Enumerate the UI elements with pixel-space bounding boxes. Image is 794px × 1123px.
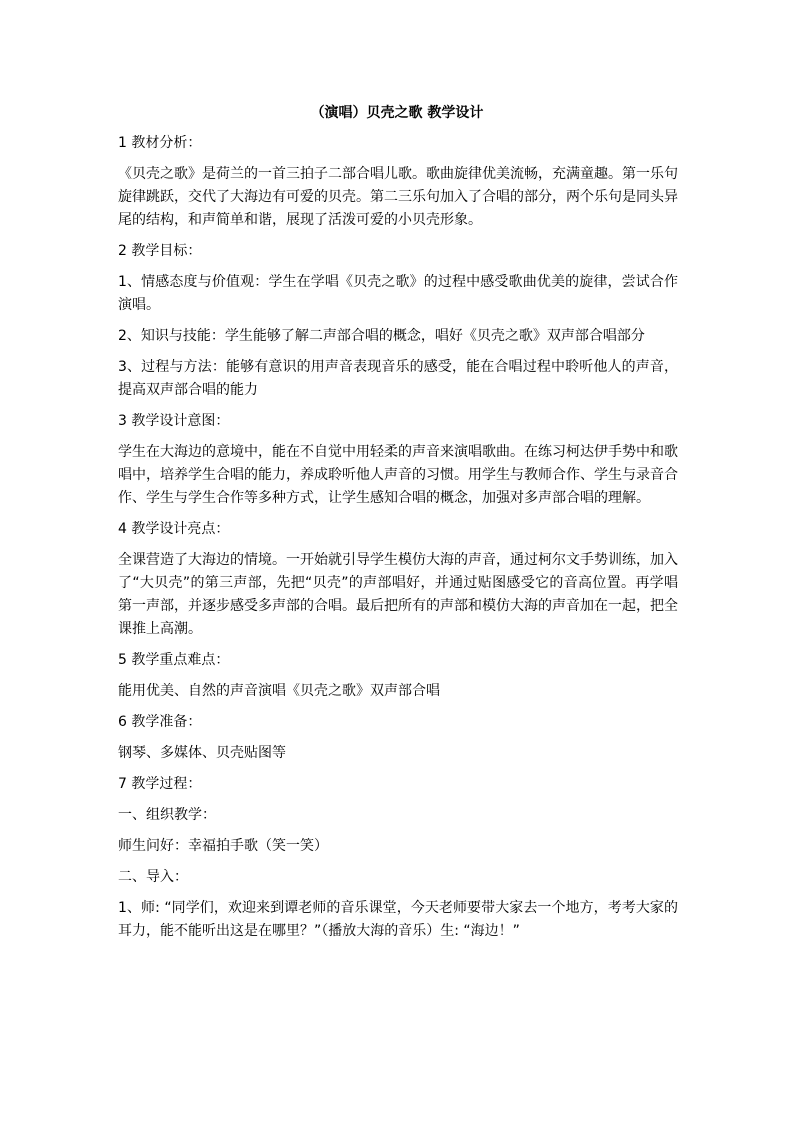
- paragraph-goal-process: 3、过程与方法：能够有意识的用声音表现音乐的感受，能在合唱过程中聆听他人的声音，提高双声部合唱的能力: [118, 359, 678, 398]
- paragraph-key-difficulties: 能用优美、自然的声音演唱《贝壳之歌》双声部合唱: [118, 683, 440, 699]
- paragraph-design-highlights: 全课营造了大海边的情境。一开始就引导学生模仿大海的声音，通过柯尔文手势训练，加入了“大贝壳”的第三声部，先把“贝壳”的声部唱好，并通过贴图感受它的音高位置。再学唱第一声部，并逐步感受多声部的合唱。最后把所有的声部和模仿大海的声音加在一起，把全课推上高潮。: [118, 552, 678, 637]
- paragraph-greeting: 师生问好：幸福拍手歌（笑一笑）: [118, 838, 328, 854]
- section-heading-preparation: 6 教学准备：: [118, 714, 202, 730]
- paragraph-preparation: 钢琴、多媒体、贝壳贴图等: [118, 745, 286, 761]
- paragraph-material-analysis: 《贝壳之歌》是荷兰的一首三拍子二部合唱儿歌。歌曲旋律优美流畅，充满童趣。第一乐句旋律跳跃，交代了大海边有可爱的贝壳。第二三乐句加入了合唱的部分，两个乐句是同头异尾的结构，和声简单和谐，展现了活泼可爱的小贝壳形象。: [118, 166, 678, 228]
- document-title: （演唱）贝壳之歌 教学设计: [310, 105, 484, 121]
- document-body: [118, 132, 678, 951]
- subheading-organize-teaching: 一、组织教学：: [118, 807, 216, 823]
- section-heading-material-analysis: 1 教材分析：: [118, 135, 202, 151]
- paragraph-goal-emotion: 1、情感态度与价值观：学生在学唱《贝壳之歌》的过程中感受歌曲优美的旋律，尝试合作演唱。: [118, 274, 678, 313]
- paragraph-design-intent: 学生在大海边的意境中，能在不自觉中用轻柔的声音来演唱歌曲。在练习柯达伊手势中和歌唱中，培养学生合唱的能力，养成聆听他人声音的习惯。用学生与教师合作、学生与录音合作、学生与学生合作等多种方式，让学生感知合唱的概念，加强对多声部合唱的理解。: [118, 444, 678, 506]
- subheading-introduction: 二、导入：: [118, 869, 188, 885]
- section-heading-design-intent: 3 教学设计意图：: [118, 413, 230, 429]
- section-heading-teaching-process: 7 教学过程：: [118, 776, 202, 792]
- paragraph-goal-knowledge: 2、知识与技能：学生能够了解二声部合唱的概念，唱好《贝壳之歌》双声部合唱部分: [118, 328, 645, 344]
- paragraph-introduction-dialogue: 1、师: “同学们，欢迎来到谭老师的音乐课堂，今天老师要带大家去一个地方，考考大家的耳力，能不能听出这是在哪里？”（播放大海的音乐）生: “海边！”: [118, 900, 678, 939]
- section-heading-key-difficulties: 5 教学重点难点：: [118, 652, 230, 668]
- section-heading-teaching-goals: 2 教学目标：: [118, 243, 202, 259]
- section-heading-design-highlights: 4 教学设计亮点：: [118, 521, 230, 537]
